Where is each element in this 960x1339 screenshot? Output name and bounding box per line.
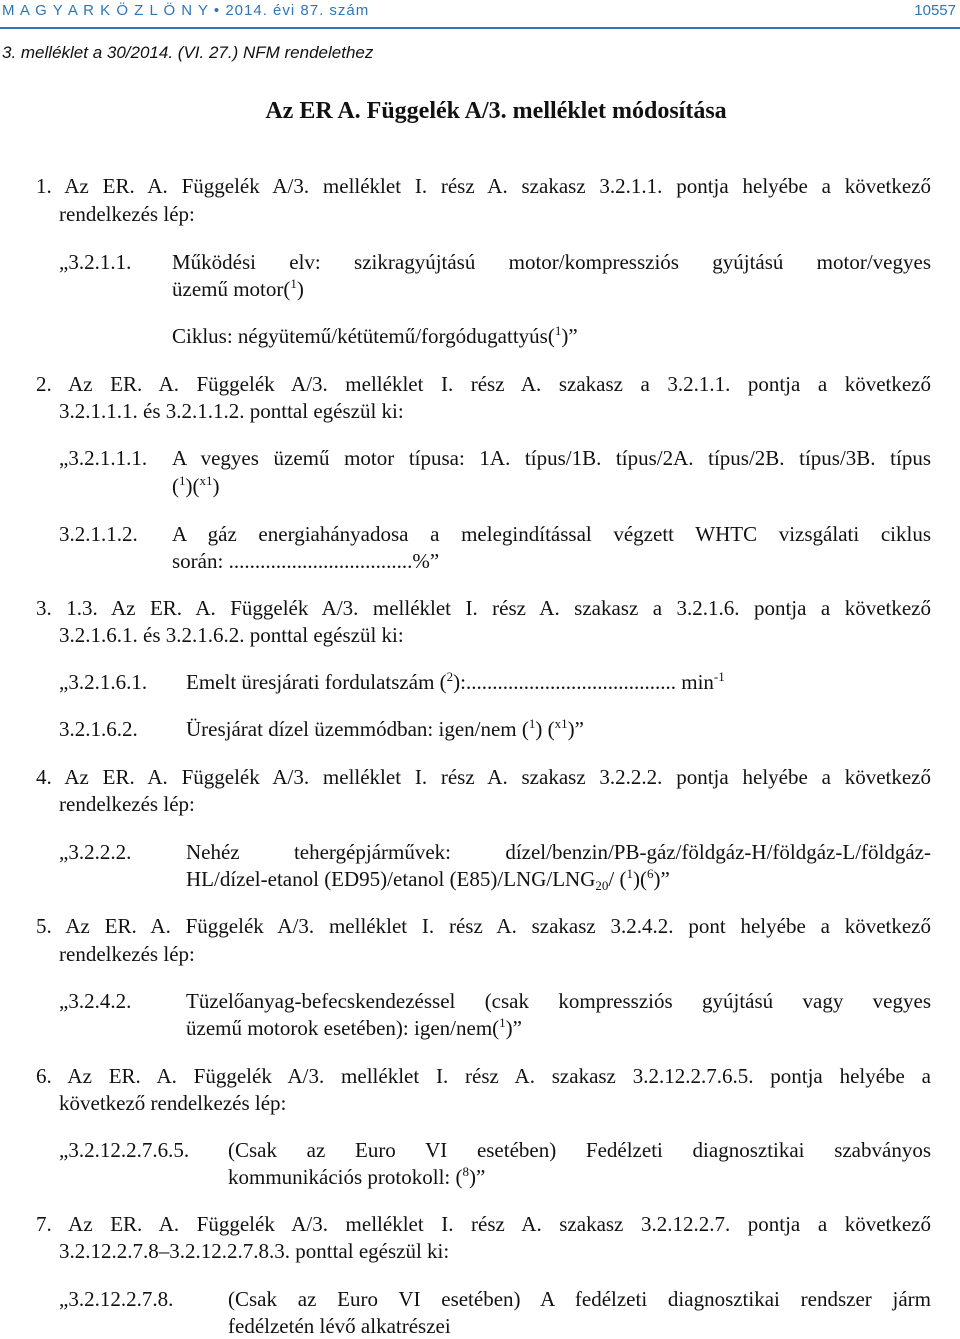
paragraph-5-line-1: 5. Az ER. A. Függelék A/3. melléklet I. rész A. szakasz 3.2.4.2. pont helyébe a következő bbox=[36, 914, 931, 938]
paragraph-3-ref-2: 3.2.1.6.2. bbox=[59, 717, 138, 741]
paragraph-1-text-2: üzemű motor($^1$) bbox=[172, 276, 304, 301]
paragraph-7-line-2: 3.2.12.2.7.8–3.2.12.2.7.8.3. ponttal egészül ki: bbox=[59, 1239, 450, 1263]
page-number: 10557 bbox=[914, 2, 956, 19]
paragraph-4-text-1: Nehéz tehergépjárművek: dízel/benzin/PB-gáz/földgáz-H/földgáz-L/földgáz- bbox=[186, 840, 931, 864]
subscript: 20 bbox=[595, 878, 609, 893]
footnote-ref: 1 bbox=[179, 473, 186, 488]
paragraph-4-line-2: rendelkezés lép: bbox=[59, 792, 195, 816]
footnote-ref: 1 bbox=[528, 716, 536, 731]
paragraph-6-ref: „3.2.12.2.7.6.5. bbox=[59, 1138, 190, 1162]
paragraph-1-line-2: rendelkezés lép: bbox=[59, 202, 195, 226]
footnote-ref: 1 bbox=[499, 1015, 506, 1030]
paragraph-2-line-2: 3.2.1.1.1. és 3.2.1.1.2. ponttal egészül ki: bbox=[59, 399, 404, 423]
paragraph-1-text-3: Ciklus: négyütemű/kétütemű/forgódugattyús($^1$)” bbox=[172, 323, 578, 348]
paragraph-2-text-3: A gáz energiahányadosa a melegindítással végzett WHTC vizsgálati ciklus bbox=[172, 522, 931, 546]
paragraph-1-line-1: 1. Az ER. A. Függelék A/3. melléklet I. rész A. szakasz 3.2.1.1. pontja helyébe a következő bbox=[36, 174, 931, 198]
footnote-ref: 8 bbox=[462, 1164, 469, 1179]
paragraph-2-text-4: során: ...................................%” bbox=[172, 549, 440, 573]
footnote-ref: 1 bbox=[626, 866, 633, 881]
footnote-ref: x1 bbox=[199, 473, 213, 488]
footnote-ref: 1 bbox=[554, 323, 562, 338]
paragraph-2-text-2: ($^1$)($^{x1}$) bbox=[172, 473, 220, 498]
paragraph-7-ref: „3.2.12.2.7.8. bbox=[59, 1287, 174, 1311]
paragraph-5-ref: „3.2.4.2. bbox=[59, 989, 132, 1013]
annex-reference: 3. melléklet a 30/2014. (VI. 27.) NFM rendelethez bbox=[2, 43, 374, 62]
paragraph-6-line-2: következő rendelkezés lép: bbox=[59, 1091, 287, 1115]
journal-header: M A G Y A R K Ö Z L Ö N Y • 2014. évi 87. szám bbox=[2, 2, 370, 19]
paragraph-4-line-1: 4. Az ER. A. Függelék A/3. melléklet I. rész A. szakasz 3.2.2.2. pontja helyébe a következő bbox=[36, 765, 931, 789]
paragraph-6-line-1: 6. Az ER. A. Függelék A/3. melléklet I. rész A. szakasz 3.2.12.2.7.6.5. pontja helyébe a bbox=[36, 1064, 931, 1088]
paragraph-2-ref-1: „3.2.1.1.1. bbox=[59, 446, 148, 470]
paragraph-3-text-2: Üresjárat dízel üzemmódban: igen/nem ($^1$) ($^{x1}$)” bbox=[186, 716, 584, 741]
paragraph-5-line-2: rendelkezés lép: bbox=[59, 942, 195, 966]
paragraph-7-line-1: 7. Az ER. A. Függelék A/3. melléklet I. rész A. szakasz 3.2.12.2.7. pontja a következő bbox=[36, 1212, 931, 1236]
page-title: Az ER A. Függelék A/3. melléklet módosítása bbox=[265, 98, 727, 124]
footnote-ref: 2 bbox=[446, 669, 454, 684]
paragraph-4-text-2: HL/dízel-etanol (ED95)/etanol $(E85)/LNG/LNG_{20}/$ ($^1$)($^6$)” bbox=[186, 866, 670, 893]
footnote-ref: 1 bbox=[290, 276, 297, 291]
paragraph-7-text-1: (Csak az Euro VI esetében) A fedélzeti diagnosztikai rendszer járm bbox=[228, 1287, 931, 1311]
paragraph-3-ref-1: „3.2.1.6.1. bbox=[59, 670, 148, 694]
paragraph-6-text-1: (Csak az Euro VI esetében) Fedélzeti diagnosztikai szabványos bbox=[228, 1138, 931, 1162]
paragraph-6-text-2: kommunikációs protokoll: ($^8$)” bbox=[228, 1164, 486, 1189]
paragraph-2-text-1: A vegyes üzemű motor típusa: 1A. típus/1B. típus/2A. típus/2B. típus/3B. típus bbox=[172, 446, 931, 470]
footnote-ref: 6 bbox=[646, 866, 654, 881]
paragraph-5-text-2: üzemű motorok esetében): igen/nem($^1$)” bbox=[186, 1015, 522, 1040]
paragraph-2-ref-2: 3.2.1.1.2. bbox=[59, 522, 138, 546]
header-rule bbox=[0, 27, 960, 29]
paragraph-3-text-1: Emelt üresjárati fordulatszám ($^2$):........................................ $\min^{-1}$ bbox=[186, 669, 725, 694]
footnote-ref: x1 bbox=[554, 716, 568, 731]
paragraph-2-line-1: 2. Az ER. A. Függelék A/3. melléklet I. rész A. szakasz a 3.2.1.1. pontja a következő bbox=[36, 372, 931, 396]
paragraph-1-text-1: Működési elv: szikragyújtású motor/kompressziós gyújtású motor/vegyes bbox=[172, 250, 931, 274]
paragraph-3-line-2: 3.2.1.6.1. és 3.2.1.6.2. ponttal egészül ki: bbox=[59, 623, 404, 647]
paragraph-4-ref: „3.2.2.2. bbox=[59, 840, 132, 864]
paragraph-5-text-1: Tüzelőanyag-befecskendezéssel (csak kompressziós gyújtású vagy vegyes bbox=[186, 989, 931, 1013]
unit-exponent: -1 bbox=[713, 669, 725, 684]
paragraph-1-ref: „3.2.1.1. bbox=[59, 250, 132, 274]
paragraph-3-line-1: 3. 1.3. Az ER. A. Függelék A/3. melléklet I. rész A. szakasz a 3.2.1.6. pontja a következő bbox=[36, 596, 931, 620]
paragraph-7-text-2: fedélzetén lévő alkatrészei bbox=[228, 1314, 451, 1338]
